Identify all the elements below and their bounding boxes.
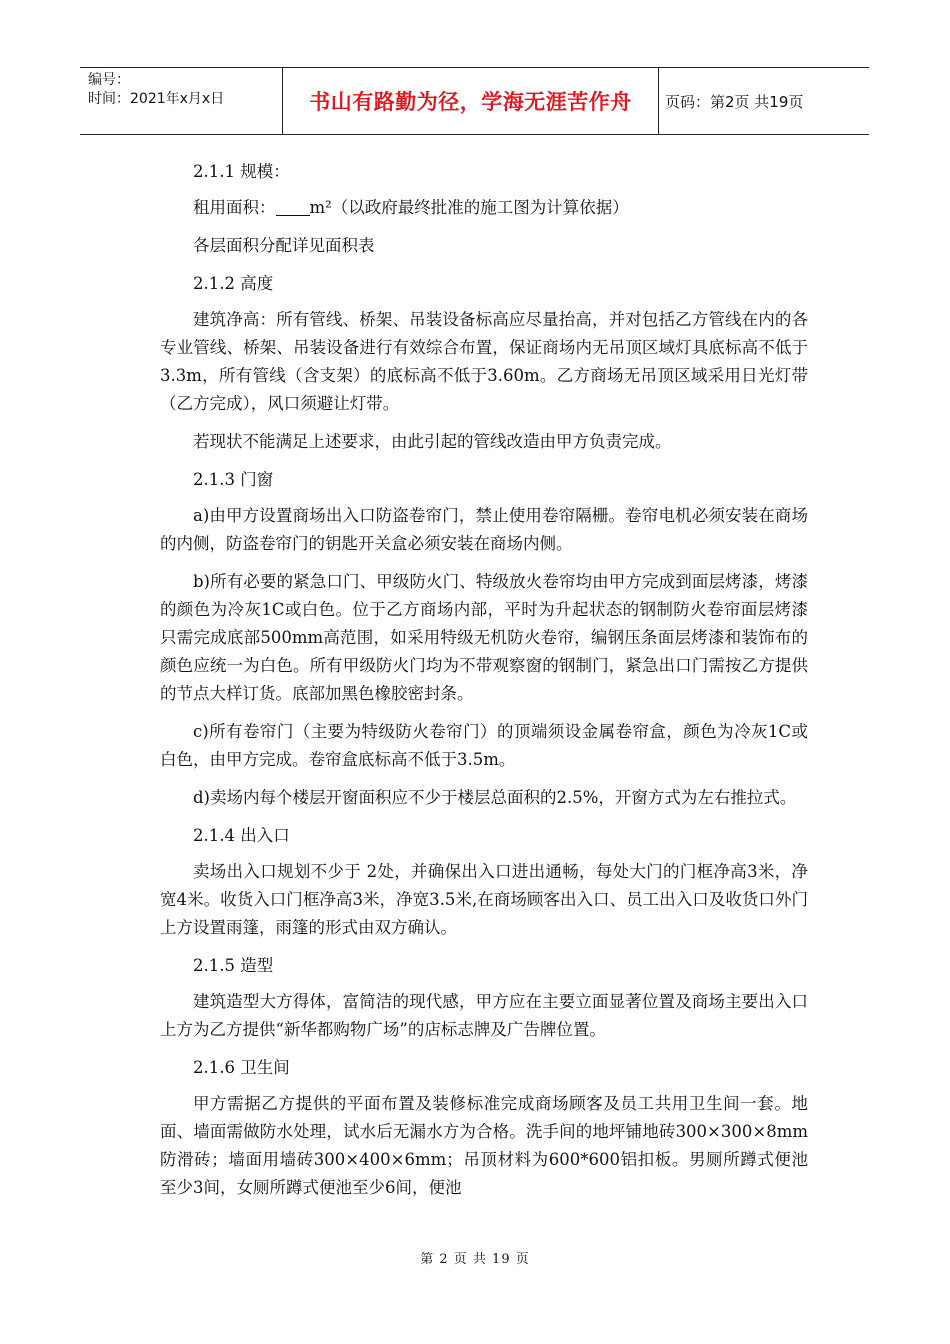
field-unit-note: m²（以政府最终批准的施工图为计算依据） [309,198,629,217]
paragraph: d)卖场内每个楼层开窗面积应不少于楼层总面积的2.5%，开窗方式为左右推拉式。 [193,788,797,807]
section-title: 2.1.3 门窗 [193,470,274,489]
field-label: 租用面积： [193,198,276,217]
paragraph: a)由甲方设置商场出入口防盗卷帘门，禁止使用卷帘隔栅。卷帘电机必须安装在商场的内侧，防盗卷帘门的钥匙开关盒必须安装在商场内侧。 [160,506,808,553]
fill-in-blank[interactable] [276,197,310,216]
document-number-label: 编号： [88,72,130,88]
section-title: 2.1.5 造型 [193,956,274,975]
header-motto: 书山有路勤为径，学海无涯苦作舟 [283,68,659,134]
header-meta [80,68,283,134]
paragraph: 卖场出入口规划不少于 2处，并确保出入口进出通畅，每处大门的门框净高3米，净宽4米。收货入口门框净高3米，净宽3.5米,在商场顾客出入口、员工出入口及收货口外门上方设置雨篷，雨篷的形式由双方确认。 [160,862,808,937]
section-title: 2.1.1 规模： [193,162,290,181]
section-title: 2.1.2 高度 [193,274,274,293]
section-title: 2.1.6 卫生间 [193,1058,290,1077]
page-header [80,67,869,135]
paragraph [160,194,808,222]
paragraph: c)所有卷帘门（主要为特级防火卷帘门）的顶端须设金属卷帘盒，颜色为冷灰1C或白色，由甲方完成。卷帘盒底标高不低于3.5m。 [160,722,808,769]
paragraph: 若现状不能满足上述要求，由此引起的管线改造由甲方负责完成。 [193,432,672,451]
document-time-label: 时间：2021年x月x日 [88,91,225,107]
page-footer: 第 2 页 共 19 页 [420,1252,530,1267]
paragraph: 建筑净高：所有管线、桥架、吊装设备标高应尽量抬高，并对包括乙方管线在内的各专业管线、桥架、吊装设备进行有效综合布置，保证商场内无吊顶区域灯具底标高不低于3.3m，所有管线（含支架）的底标高不低于3.60m。乙方商场无吊顶区域采用日光灯带（乙方完成），风口须避让灯带。 [160,310,808,413]
paragraph: b)所有必要的紧急口门、甲级防火门、特级放火卷帘均由甲方完成到面层烤漆，烤漆的颜色为冷灰1C或白色。位于乙方商场内部，平时为升起状态的钢制防火卷帘面层烤漆只需完成底部500mm高范围，如采用特级无机防火卷帘，编钢压条面层烤漆和装饰布的颜色应统一为白色。所有甲级防火门均为不带观察窗的钢制门，紧急出口门需按乙方提供的节点大样订货。底部加黑色橡胶密封条。 [160,572,808,703]
document-body [160,158,808,1212]
header-page-info: 页码：第2页 共19页 [665,92,804,111]
paragraph: 各层面积分配详见面积表 [193,236,375,255]
section-title: 2.1.4 出入口 [193,826,290,845]
paragraph: 甲方需据乙方提供的平面布置及装修标准完成商场顾客及员工共用卫生间一套。地面、墙面需做防水处理，试水后无漏水方为合格。洗手间的地坪铺地砖300×300×8mm防滑砖；墙面用墙砖300×400×6mm；吊顶材料为600*600铝扣板。男厕所蹲式便池至少3间，女厕所蹲式便池至少6间，便池 [160,1094,808,1197]
paragraph: 建筑造型大方得体，富简洁的现代感，甲方应在主要立面显著位置及商场主要出入口上方为乙方提供“新华都购物广场”的店标志牌及广告牌位置。 [160,992,808,1039]
